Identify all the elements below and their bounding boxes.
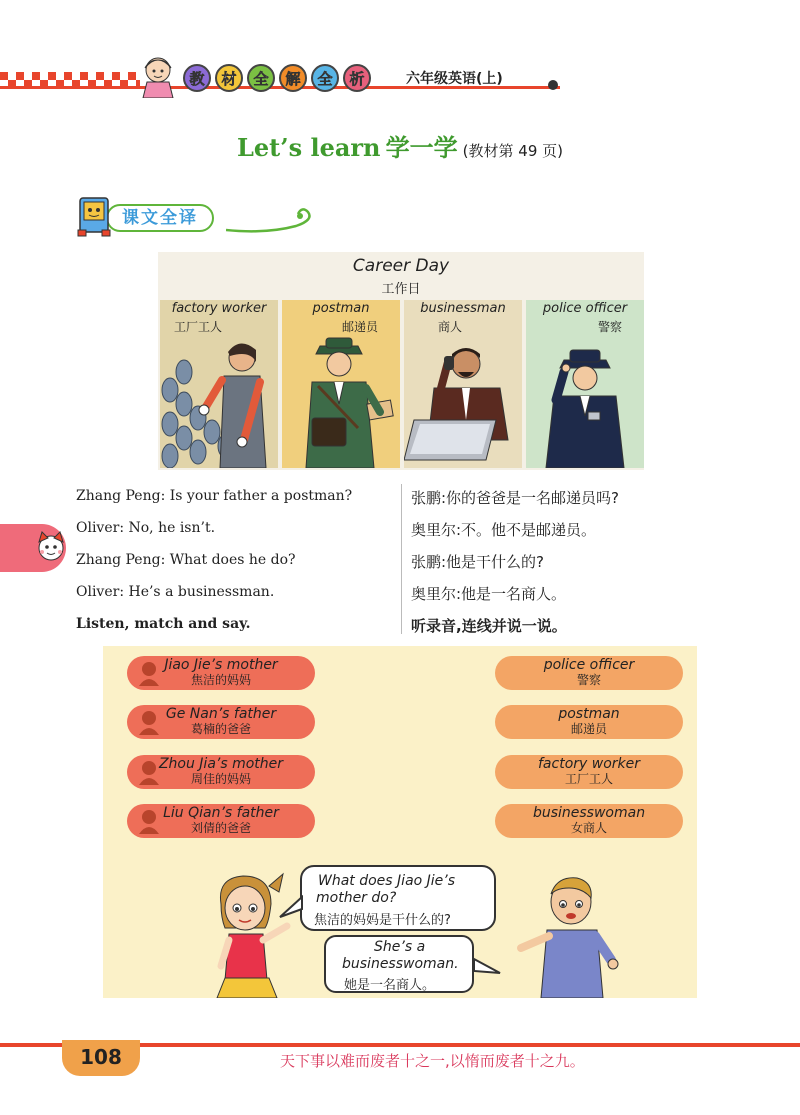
person-name-en: Jiao Jie’s mother <box>164 657 278 673</box>
person-silhouette-icon <box>137 660 161 686</box>
dialogue <box>76 484 716 644</box>
job-card-postman <box>282 300 400 468</box>
job-name-zh: 警察 <box>576 673 601 687</box>
header-title-chars <box>183 64 371 92</box>
mascot-face-icon <box>36 530 66 566</box>
lesson-page-ref: (教材第 49 页) <box>462 142 563 160</box>
career-day-panel <box>158 252 644 470</box>
job-label-en: postman <box>312 301 370 316</box>
lesson-title-en: Let’s learn <box>237 133 381 162</box>
bubble-question-zh: 焦洁的妈妈是干什么的? <box>314 913 451 928</box>
bubble-tail <box>278 895 304 921</box>
job-card-police-officer <box>526 300 644 468</box>
dialogue-zh: 张鹏:他是干什么的? <box>411 553 545 571</box>
postman-illustration <box>282 300 400 468</box>
instruction-zh: 听录音,连线并说一说。 <box>411 617 567 635</box>
job-name-zh: 女商人 <box>570 821 607 835</box>
job-pill[interactable] <box>495 804 683 838</box>
person-name-en: Liu Qian’s father <box>163 805 279 821</box>
job-pill[interactable] <box>495 656 683 690</box>
dialogue-zh: 张鹏:你的爸爸是一名邮递员吗? <box>411 489 620 507</box>
police-officer-illustration <box>526 300 644 468</box>
person-pill[interactable] <box>127 656 315 690</box>
mascot-girl-icon <box>133 52 183 98</box>
job-name-zh: 邮递员 <box>570 722 607 736</box>
girl-illustration <box>199 868 299 998</box>
job-card-factory-worker <box>160 300 278 468</box>
header-dot <box>548 80 558 90</box>
dialogue-en: Oliver: No, he isn’t. <box>76 520 216 536</box>
bubble-question-line1: What does Jiao Jie’s <box>318 873 456 889</box>
book-title: 六年级英语(上) <box>406 71 503 87</box>
header-char: 全 <box>247 64 275 92</box>
bubble-question-line2: mother do? <box>316 890 397 906</box>
header-char: 解 <box>279 64 307 92</box>
lesson-title <box>0 128 800 163</box>
bubble-answer-zh: 她是一名商人。 <box>344 978 436 993</box>
career-day-title: Career Day <box>352 256 450 276</box>
dialogue-line <box>76 580 716 612</box>
dialogue-zh: 奥里尔:不。他不是邮递员。 <box>411 521 597 539</box>
header-char: 材 <box>215 64 243 92</box>
job-pill[interactable] <box>495 755 683 789</box>
section-label <box>76 196 246 240</box>
job-label-zh: 工厂工人 <box>174 320 223 334</box>
person-silhouette-icon <box>137 759 161 785</box>
bubble-tail <box>472 955 502 977</box>
person-name-zh: 周佳的妈妈 <box>190 772 251 786</box>
lesson-title-zh: 学一学 <box>385 134 458 162</box>
job-name-en: police officer <box>543 657 635 673</box>
dialogue-line <box>76 484 716 516</box>
person-pill[interactable] <box>127 804 315 838</box>
person-pill[interactable] <box>127 705 315 739</box>
job-name-en: businesswoman <box>532 805 646 821</box>
book-character-icon <box>76 196 114 238</box>
job-name-en: factory worker <box>538 756 640 772</box>
person-name-zh: 葛楠的爸爸 <box>190 722 251 736</box>
bubble-answer-line1: She’s a <box>374 939 426 955</box>
dialogue-en: Zhang Peng: Is your father a postman? <box>76 488 353 504</box>
instruction-en: Listen, match and say. <box>76 616 251 632</box>
dialogue-line <box>76 548 716 580</box>
businessman-illustration <box>404 300 522 468</box>
instruction-line <box>76 612 716 644</box>
dialogue-zh: 奥里尔:他是一名商人。 <box>411 585 567 603</box>
section-label-text: 课文全译 <box>106 204 214 232</box>
dialogue-en: Oliver: He’s a businessman. <box>76 584 275 600</box>
speech-bubble-answer <box>324 935 474 993</box>
job-label-en: factory worker <box>171 301 267 316</box>
job-label-en: businessman <box>420 301 506 316</box>
dialogue-line <box>76 516 716 548</box>
bubble-answer-line2: businesswoman. <box>342 956 459 972</box>
header-char: 教 <box>183 64 211 92</box>
person-name-zh: 刘倩的爸爸 <box>190 821 251 835</box>
job-label-zh: 邮递员 <box>342 320 379 334</box>
person-pill[interactable] <box>127 755 315 789</box>
dialogue-en: Zhang Peng: What does he do? <box>76 552 296 568</box>
person-name-en: Zhou Jia’s mother <box>158 756 284 772</box>
job-name-en: postman <box>558 706 620 722</box>
job-label-en: police officer <box>542 301 628 316</box>
header-char: 析 <box>343 64 371 92</box>
job-name-zh: 工厂工人 <box>564 772 613 786</box>
page-number: 108 <box>80 1045 122 1069</box>
curl-decoration <box>226 204 320 236</box>
person-name-zh: 焦洁的妈妈 <box>190 673 251 687</box>
person-silhouette-icon <box>137 808 161 834</box>
job-label-zh: 商人 <box>438 320 463 334</box>
person-silhouette-icon <box>137 709 161 735</box>
header-char: 全 <box>311 64 339 92</box>
person-name-en: Ge Nan’s father <box>165 706 277 722</box>
speech-bubble-question <box>300 865 496 931</box>
job-card-businessman <box>404 300 522 468</box>
job-label-zh: 警察 <box>598 320 623 334</box>
job-pill[interactable] <box>495 705 683 739</box>
boy-illustration <box>507 868 627 998</box>
career-day-subtitle: 工作日 <box>381 282 421 297</box>
footer-quote: 天下事以难而废者十之一,以惰而废者十之九。 <box>280 1052 585 1070</box>
